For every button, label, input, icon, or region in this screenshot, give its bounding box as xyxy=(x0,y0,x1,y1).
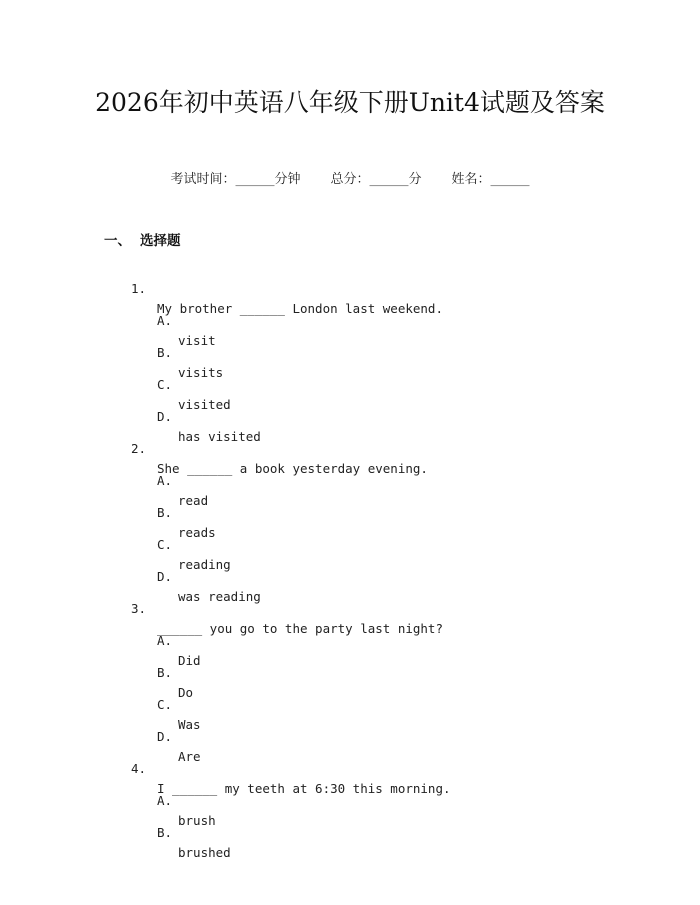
answer-option xyxy=(0,643,700,700)
option-text: Do xyxy=(178,685,194,700)
option-text: Are xyxy=(178,749,201,764)
option-text: visits xyxy=(178,365,224,380)
answer-option xyxy=(0,803,700,860)
option-text: visit xyxy=(178,333,216,348)
option-letter: A. xyxy=(157,793,173,808)
total-score-label: 总分：______分 xyxy=(330,172,422,187)
answer-option xyxy=(0,547,700,604)
question-text: ______ you go to the party last night? xyxy=(157,621,443,636)
option-letter: B. xyxy=(157,505,173,520)
answer-option xyxy=(0,611,700,668)
question-number: 3. xyxy=(131,601,147,616)
exam-time-label: 考试时间：______分钟 xyxy=(170,172,301,187)
question-text: My brother ______ London last weekend. xyxy=(157,301,443,316)
section-title: 选择题 xyxy=(140,233,181,249)
question-stem xyxy=(0,259,700,316)
question-list xyxy=(0,259,700,860)
answer-option xyxy=(0,515,700,572)
option-letter: C. xyxy=(157,377,173,392)
option-text: has visited xyxy=(178,429,261,444)
option-text: Was xyxy=(178,717,201,732)
option-text: reads xyxy=(178,525,216,540)
option-letter: D. xyxy=(157,729,173,744)
answer-option xyxy=(0,387,700,444)
option-letter: A. xyxy=(157,633,173,648)
student-name-label: 姓名：______ xyxy=(451,172,530,187)
option-text: reading xyxy=(178,557,231,572)
option-letter: B. xyxy=(157,665,173,680)
option-text: read xyxy=(178,493,209,508)
question-number: 1. xyxy=(131,281,147,296)
option-letter: A. xyxy=(157,313,173,328)
answer-option xyxy=(0,483,700,540)
question-stem xyxy=(0,579,700,636)
document-title: 2026年初中英语八年级下册Unit4试题及答案 xyxy=(95,88,605,117)
answer-option xyxy=(0,707,700,764)
answer-option xyxy=(0,771,700,828)
section-number: 一、 xyxy=(104,233,131,249)
answer-option xyxy=(0,451,700,508)
question-number: 2. xyxy=(131,441,147,456)
option-letter: B. xyxy=(157,345,173,360)
option-letter: D. xyxy=(157,409,173,424)
question-number: 4. xyxy=(131,761,147,776)
option-letter: C. xyxy=(157,537,173,552)
question-text: I ______ my teeth at 6:30 this morning. xyxy=(157,781,451,796)
answer-option xyxy=(0,323,700,380)
answer-option xyxy=(0,355,700,412)
exam-info-line xyxy=(0,168,700,187)
question-stem xyxy=(0,419,700,476)
option-letter: B. xyxy=(157,825,173,840)
option-letter: A. xyxy=(157,473,173,488)
option-text: visited xyxy=(178,397,231,412)
question-stem xyxy=(0,739,700,796)
option-letter: C. xyxy=(157,697,173,712)
question-text: She ______ a book yesterday evening. xyxy=(157,461,428,476)
section-heading xyxy=(104,229,181,249)
option-text: Did xyxy=(178,653,201,668)
option-text: was reading xyxy=(178,589,261,604)
answer-option xyxy=(0,675,700,732)
option-letter: D. xyxy=(157,569,173,584)
answer-option xyxy=(0,291,700,348)
option-text: brush xyxy=(178,813,216,828)
option-text: brushed xyxy=(178,845,231,860)
